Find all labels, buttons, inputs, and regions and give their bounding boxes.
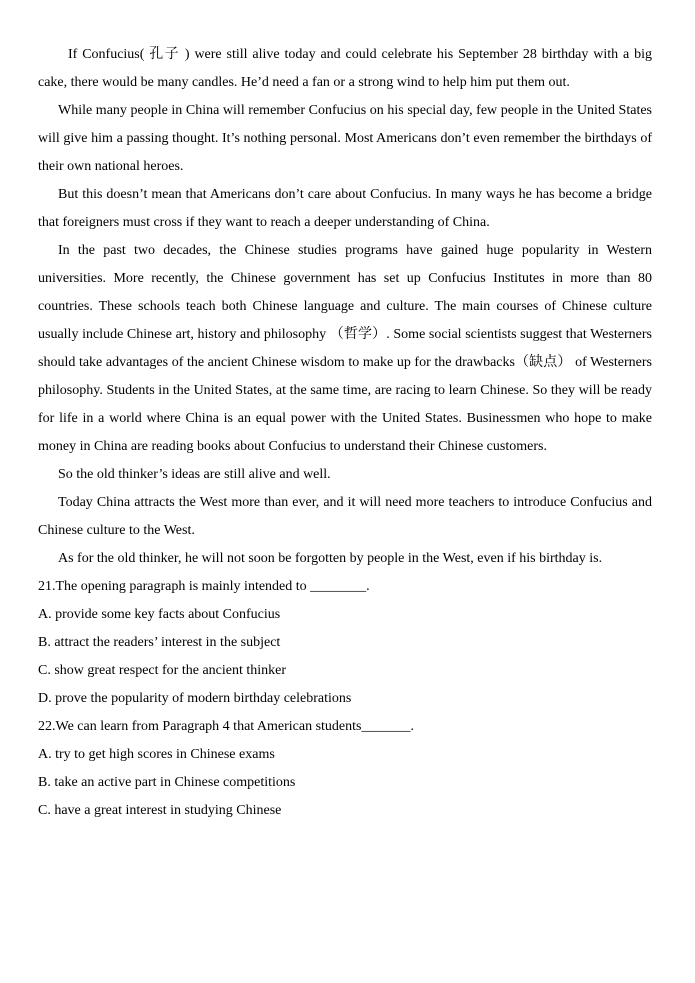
option-a: A. provide some key facts about Confucius xyxy=(38,607,281,622)
question-21 xyxy=(38,573,652,713)
reading-passage xyxy=(38,41,652,573)
paragraph-7: As for the old thinker, he will not soon be forgotten by people in the West, even if his birthday is. xyxy=(58,551,603,566)
document-page xyxy=(38,41,652,825)
paragraph-3: But this doesn’t mean that Americans don’t care about Confucius. In many ways he has become a bridge that foreigners must cross if they want to reach a deeper understanding of China. xyxy=(38,187,652,230)
option-b: B. take an active part in Chinese competitions xyxy=(38,775,296,790)
paragraph-2: While many people in China will remember Confucius on his special day, few people in the United States will give him a passing thought. It’s nothing personal. Most Americans don’t even remember the birthdays of their own national heroes. xyxy=(38,103,652,174)
paragraph-4: In the past two decades, the Chinese studies programs have gained huge popularity in Western universities. More recently, the Chinese government has set up Confucius Institutes in more than 80 countries. These schools teach both Chinese language and culture. The main courses of Chinese culture usually include Chinese art, history and philosophy （哲学）. Some social scientists suggest that Westerners should take advantages of the ancient Chinese wisdom to make up for the drawbacks（缺点） of Westerners philosophy. Students in the United States, at the same time, are racing to learn Chinese. So they will be ready for life in a world where China is an equal power with the United States. Businessmen who hope to make money in China are reading books about Confucius to understand their Chinese customers. xyxy=(38,243,652,454)
question-stem: 21.The opening paragraph is mainly intended to ________. xyxy=(38,579,370,594)
paragraph-1: If Confucius( 孔子 ) were still alive today and could celebrate his September 28 birthday with a big cake, there would be many candles. He’d need a fan or a strong wind to help him put them out. xyxy=(38,47,652,90)
question-22 xyxy=(38,713,652,825)
paragraph-6: Today China attracts the West more than ever, and it will need more teachers to introduce Confucius and Chinese culture to the West. xyxy=(38,495,652,538)
option-d: D. prove the popularity of modern birthday celebrations xyxy=(38,691,352,706)
paragraph-5: So the old thinker’s ideas are still alive and well. xyxy=(58,467,331,482)
question-stem: 22.We can learn from Paragraph 4 that American students_______. xyxy=(38,719,414,734)
option-c: C. show great respect for the ancient thinker xyxy=(38,663,287,678)
option-b: B. attract the readers’ interest in the subject xyxy=(38,635,281,650)
option-c: C. have a great interest in studying Chinese xyxy=(38,803,282,818)
option-a: A. try to get high scores in Chinese exams xyxy=(38,747,275,762)
